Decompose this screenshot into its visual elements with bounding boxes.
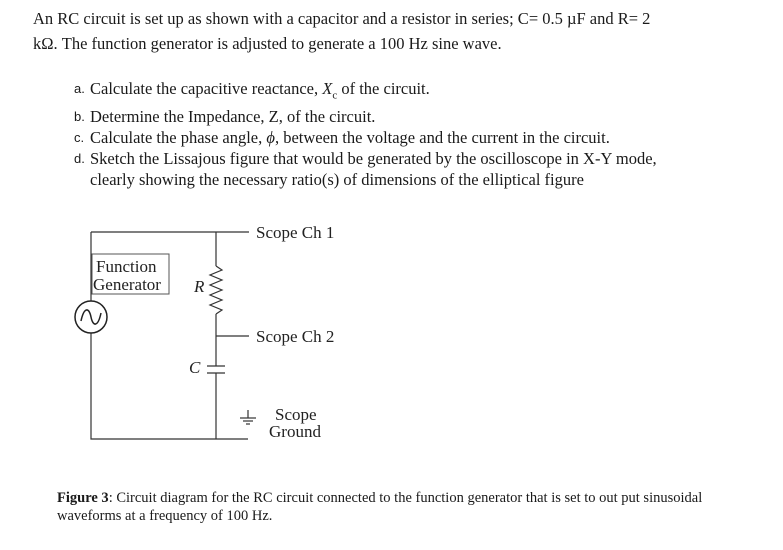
question-text: Determine the Impedance, Z, of the circuit. [90, 107, 376, 127]
question-label: c. [74, 130, 85, 146]
question-a [74, 78, 764, 106]
figure-caption [57, 489, 747, 525]
resistor-symbol [210, 266, 222, 314]
question-b [74, 106, 764, 127]
question-label: a. [74, 81, 85, 96]
question-text: Calculate the phase angle, [90, 128, 267, 148]
intro-line-2: kΩ. The function generator is adjusted to generate a 100 Hz sine wave. [33, 34, 502, 53]
question-c [74, 127, 764, 148]
caption-label: Figure 3 [57, 490, 109, 506]
generator-label-2: Generator [93, 275, 161, 294]
phase-symbol: ϕ [266, 128, 275, 148]
resistor-label: R [194, 277, 205, 296]
question-text-line-1: Sketch the Lissajous figure that would be generated by the oscilloscope in X-Y mode, [90, 149, 657, 169]
capacitor-label: C [189, 358, 201, 377]
question-text: Calculate the capacitive reactance, [90, 79, 323, 98]
question-d [74, 148, 764, 190]
scope-ground-label-1: Scope [275, 405, 317, 424]
question-text-line-2: clearly showing the necessary ratio(s) of dimensions of the elliptical figure [90, 170, 584, 190]
scope-ch1-label: Scope Ch 1 [256, 223, 335, 242]
generator-label-1: Function [96, 257, 157, 276]
scope-ground-label-2: Ground [269, 422, 321, 441]
reactance-subscript: c [332, 89, 338, 102]
scope-ch2-label: Scope Ch 2 [256, 327, 335, 346]
question-text-end: , between the voltage and the current in the circuit. [274, 128, 610, 148]
intro-line-1: An RC circuit is set up as shown with a capacitor and a resistor in series; C= 0.5 µF and R= 2 [33, 9, 651, 28]
question-label: b. [74, 109, 85, 125]
question-list [74, 78, 764, 190]
rc-circuit-diagram [0, 190, 783, 460]
caption-text: : Circuit diagram for the RC circuit connected to the function generator that is set to out put sinusoidal waveforms at a frequency of 100 Hz. [57, 490, 703, 524]
reactance-symbol: X [322, 79, 333, 98]
question-text-end: of the circuit. [337, 79, 430, 98]
question-label: d. [74, 151, 85, 167]
problem-statement [33, 6, 763, 56]
